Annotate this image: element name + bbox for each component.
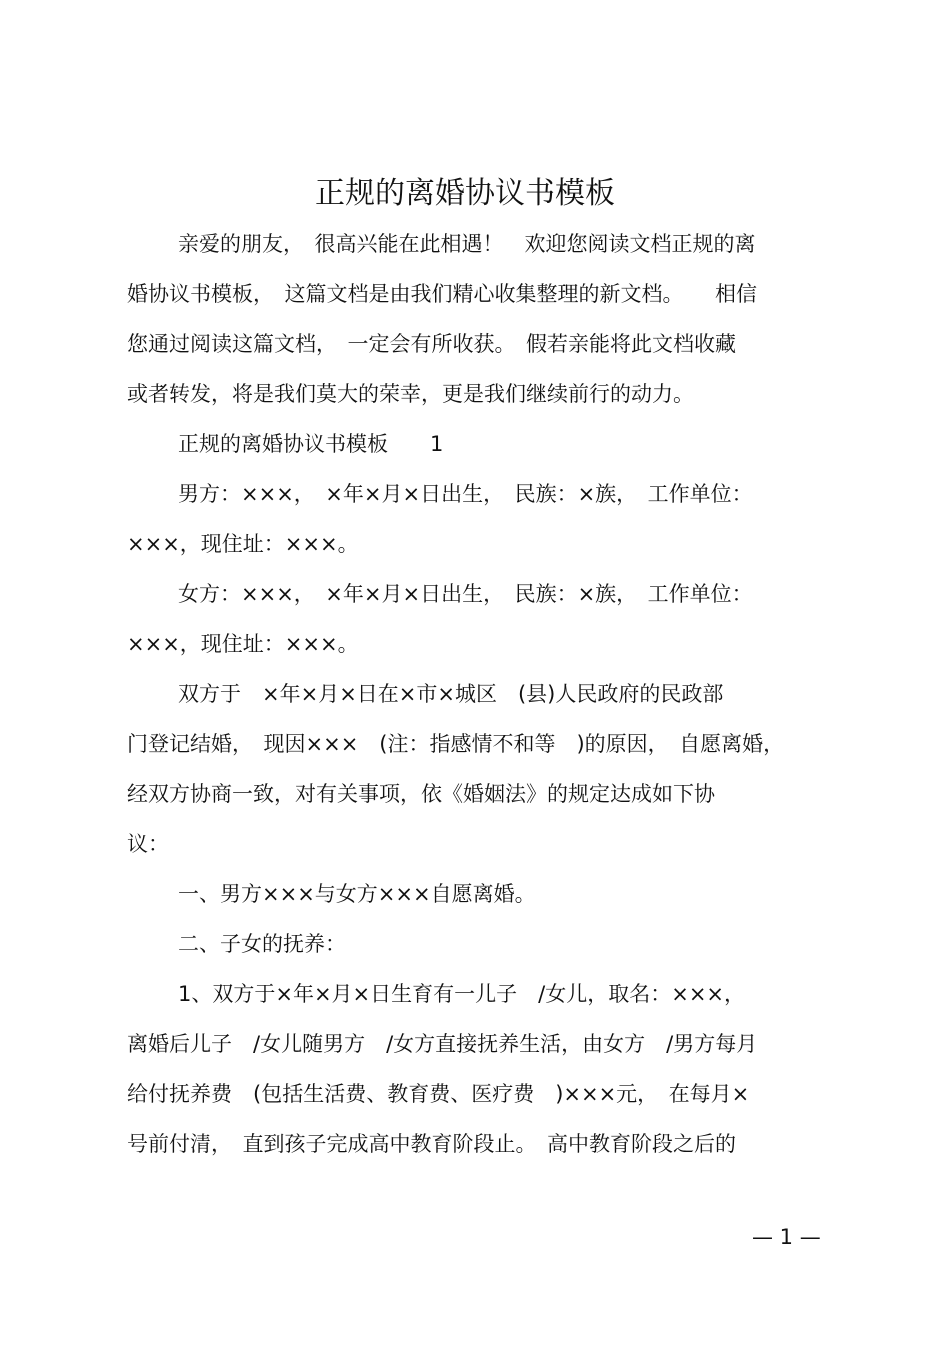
paragraph-line: 离婚后儿子 /女儿随男方 /女方直接抚养生活，由女方 /男方每月 [127, 1032, 758, 1056]
section-heading: 正规的离婚协议书模板 1 [178, 432, 444, 456]
paragraph-line: 号前付清， 直到孩子完成高中教育阶段止。 高中教育阶段之后的 [127, 1132, 736, 1156]
paragraph-line: 议： [127, 832, 169, 856]
paragraph-line: 或者转发，将是我们莫大的荣幸，更是我们继续前行的动力。 [127, 382, 694, 406]
paragraph-line: ×××，现住址：×××。 [127, 532, 359, 556]
paragraph-line: 一、男方×××与女方×××自愿离婚。 [178, 882, 536, 906]
paragraph-line: 女方：×××， ×年×月×日出生， 民族：×族， 工作单位： [178, 582, 753, 606]
paragraph-line: 您通过阅读这篇文档， 一定会有所收获。 假若亲能将此文档收藏 [127, 332, 736, 356]
paragraph-line: 经双方协商一致，对有关事项，依《婚姻法》的规定达成如下协 [127, 782, 715, 806]
paragraph-line: 双方于 ×年×月×日在×市×城区 (县)人民政府的民政部 [178, 682, 724, 706]
paragraph-line: 亲爱的朋友， 很高兴能在此相遇！ 欢迎您阅读文档正规的离 [178, 232, 756, 256]
paragraph-line: 门登记结婚， 现因××× (注：指感情不和等 )的原因， 自愿离婚， [127, 732, 785, 756]
paragraph-line: ×××，现住址：×××。 [127, 632, 359, 656]
page-number: — 1 — [752, 1225, 821, 1249]
paragraph-line: 1、双方于×年×月×日生育有一儿子 /女儿，取名：×××， [178, 982, 746, 1006]
document-title: 正规的离婚协议书模板 [315, 176, 615, 211]
paragraph-line: 二、子女的抚养： [178, 932, 346, 956]
paragraph-line: 给付抚养费 (包括生活费、教育费、医疗费 )×××元， 在每月× [127, 1082, 750, 1106]
paragraph-line: 男方：×××， ×年×月×日出生， 民族：×族， 工作单位： [178, 482, 753, 506]
paragraph-line: 婚协议书模板， 这篇文档是由我们精心收集整理的新文档。 相信 [127, 282, 757, 306]
